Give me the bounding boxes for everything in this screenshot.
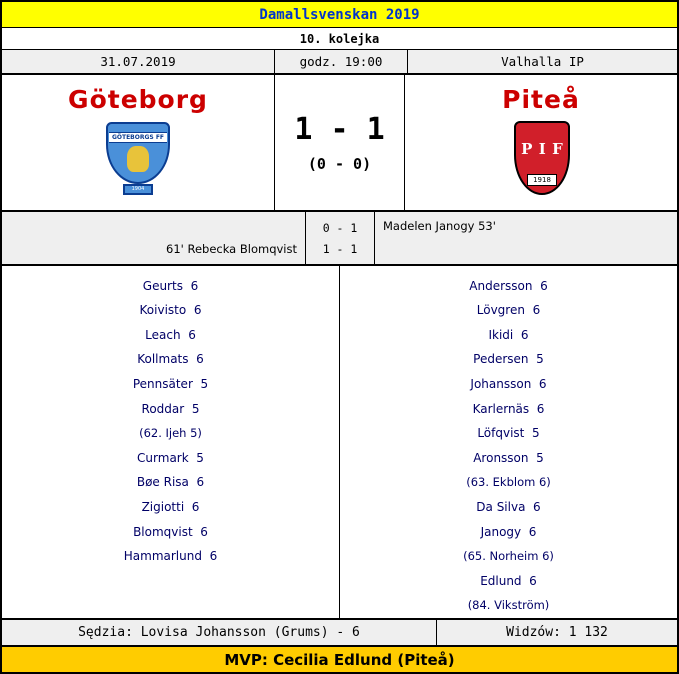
- player-row: Blomqvist 6: [133, 524, 208, 539]
- attendance-info: Widzów: 1 132: [506, 625, 608, 641]
- player-row: Johansson 6: [470, 377, 547, 392]
- away-team-name: Piteå: [502, 85, 580, 115]
- player-row: Pedersen 5: [473, 352, 544, 367]
- competition-title: Damallsvenskan 2019: [259, 6, 420, 23]
- player-row: Kollmats 6: [137, 352, 204, 367]
- player-row: Leach 6: [145, 327, 196, 342]
- away-crest-letters: [518, 140, 566, 158]
- running-score-2: 1 - 1: [322, 241, 358, 256]
- footer-bar: [2, 620, 677, 647]
- goals-row: [2, 212, 677, 266]
- home-crest-band-text: GÖTEBORGS FF: [109, 132, 167, 143]
- away-crest-letter-1: P: [521, 140, 533, 159]
- away-goal-item: Madelen Janogy 53': [383, 218, 496, 233]
- home-goal-item: 61' Rebecka Blomqvist: [166, 241, 297, 256]
- away-crest-year: 1918: [527, 174, 557, 186]
- halftime-score: (0 - 0): [307, 155, 372, 173]
- away-crest-letter-2: I: [538, 140, 546, 159]
- substitute-row: (62. Ijeh 5): [139, 426, 202, 441]
- teams-row: [2, 75, 677, 212]
- player-row: Edlund 6: [480, 573, 537, 588]
- away-team-crest-icon: [504, 120, 578, 198]
- match-kickoff-time: godz. 19:00: [275, 50, 408, 73]
- mvp-bar: [2, 647, 677, 672]
- running-score-column: [305, 212, 375, 264]
- match-date: 31.07.2019: [2, 50, 275, 73]
- player-row: Bøe Risa 6: [136, 475, 205, 490]
- score-block: [274, 75, 405, 210]
- player-row: Karlernäs 6: [472, 401, 545, 416]
- home-team-block: [2, 75, 274, 210]
- player-row: Lövgren 6: [476, 303, 541, 318]
- player-row: Löfqvist 5: [477, 426, 540, 441]
- referee-info: Sędzia: Lovisa Johansson (Grums) - 6: [2, 620, 437, 645]
- player-row: Janogy 6: [480, 524, 537, 539]
- home-goals-list: [2, 212, 305, 264]
- player-row: Ikidi 6: [488, 327, 529, 342]
- home-team-crest-icon: [101, 120, 175, 198]
- lion-icon: [127, 146, 149, 172]
- player-row: Andersson 6: [469, 278, 548, 293]
- final-score: 1 - 1: [294, 112, 385, 147]
- mvp-label: MVP: Cecilia Edlund (Piteå): [224, 650, 455, 669]
- home-lineup: [2, 266, 340, 618]
- substitute-row: (65. Norheim 6): [463, 549, 554, 564]
- player-row: Da Silva 6: [476, 500, 541, 515]
- player-row: Roddar 5: [141, 401, 200, 416]
- away-lineup: [340, 266, 677, 618]
- player-row: Aronsson 5: [473, 450, 544, 465]
- player-row: Curmark 5: [137, 450, 204, 465]
- away-goals-list: [375, 212, 677, 264]
- competition-title-bar: [2, 2, 677, 28]
- match-info-bar: [2, 50, 677, 75]
- player-row: Geurts 6: [142, 278, 199, 293]
- substitute-row: (84. Vikström): [467, 598, 550, 613]
- player-row: Koivisto 6: [139, 303, 202, 318]
- round-bar: [2, 28, 677, 50]
- away-crest-letter-3: F: [552, 140, 563, 159]
- substitute-row: (63. Ekblom 6): [466, 475, 551, 490]
- player-row: Zigiotti 6: [141, 500, 200, 515]
- home-team-name: Göteborg: [68, 85, 208, 115]
- home-crest-base-text: 1904: [123, 184, 153, 195]
- round-label: 10. kolejka: [299, 31, 380, 46]
- away-team-block: [405, 75, 677, 210]
- lineups-row: [2, 266, 677, 620]
- match-venue: Valhalla IP: [501, 54, 584, 70]
- player-row: Hammarlund 6: [123, 549, 218, 564]
- player-row: Pennsäter 5: [132, 377, 209, 392]
- running-score-1: 0 - 1: [322, 220, 358, 235]
